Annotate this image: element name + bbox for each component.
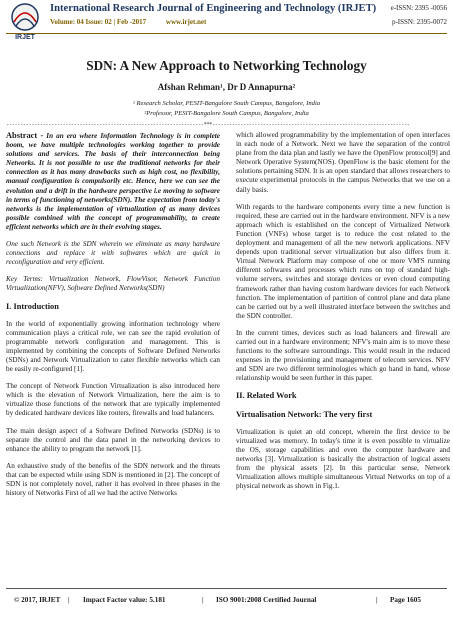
paragraph: In the current times, devices such as load balancers and firewall are carried out in a hardware environment; NFV's main aim is to move these functions to the software surroundings. This would result in the reduced expenses in the provisioning and management of telecom services. NFV and SDN are two different terminologies which go hand in hand, whose relationship would be seen further in this paper.: [236, 328, 450, 383]
footer-page-number: Page 1605: [390, 596, 421, 604]
affiliation-1: ¹ Research Scholar, PESIT-Bangalore South Campus, Bangalore, India: [132, 100, 321, 107]
right-column: [236, 131, 450, 499]
footer-iso: ISO 9001:2008 Certified Journal: [216, 596, 317, 604]
separator-line: ----------------------------------------------------------------------***----------------------------------------------------------------------: [6, 122, 410, 128]
irjet-logo: [6, 2, 44, 42]
abstract: [6, 131, 220, 232]
abstract-body-2: One such Network is the SDN wherein we eliminate as many hardware connections and replace it with softwares which are quick in reconfiguration and very efficient.: [6, 240, 220, 267]
paragraph: Virtualization is quiet an old concept, wherein the first device to be virtualized was memory. In today's time it is even possible to virtualize the OS, storage capabilities and even the computer hardware and networks [3]. Virtualization is basically the abstraction of logical assets from the physical assets [2]. In this particular sense, Network Virtualization allows multiple simultaneous Virtual Networks on top of a physical network as shown in Fig.1.: [236, 427, 450, 491]
footer-divider: |: [68, 596, 70, 604]
svg-text:IRJET: IRJET: [15, 34, 35, 41]
paper-authors: Afshan Rehman¹, Dr D Annapurna²: [157, 82, 296, 92]
paper-title: SDN: A New Approach to Networking Technology: [86, 58, 367, 73]
e-issn: e-ISSN: 2395 -0056: [390, 4, 447, 12]
p-issn: p-ISSN: 2395-0072: [391, 18, 447, 26]
header-rule: [6, 33, 447, 34]
section-heading-related-work: II. Related Work: [236, 391, 297, 401]
paragraph: The main design aspect of a Software Defined Networks (SDNs) is to separate the control and the data panel in the networking devices to enhance the ability to program the network [1].: [6, 426, 220, 453]
website-link[interactable]: www.irjet.net: [165, 18, 207, 26]
subsection-heading-virtualisation: Virtualisation Network: The very first: [236, 409, 373, 419]
section-heading-introduction: I. Introduction: [6, 301, 59, 311]
paragraph: which allowed programmability by the implementation of open interfaces in each node of a Network. Next we have the separation of the control plane from the data plan and lastly we have the OpenFlow protocol[9] and Network Operative System(NOS). OpenFlow is the basic element for the solutions pertaining SDN. It is an open standard that allows researchers to execute experimental protocols in the campus Networks that we use on a daily basis.: [236, 131, 450, 194]
abstract-label: Abstract -: [6, 131, 44, 140]
paragraph: With regards to the hardware components every time a new function is required, these are carried out in the hardware environment. NFV is a new approach which is established on the concept of Virtualized Network Function (VNFs) whose target is to reduce the cost related to the deployment and management of all the new network applications. NFV depends upon traditional server virtualization but also differs from it. Virtual Network Platform may compose of one or more VM'S running different softwares and processes which runs on top of standard high-volume servers, switches and storage devices or even cloud computing framework rather than having custom hardware devices for each Network function. The implementation of partition of control plane and data plane can be carried out by a well illustrated interface between the switches and the SDN controller.: [236, 202, 450, 320]
footer-copyright: © 2017, IRJET: [14, 596, 61, 604]
page-footer: [6, 588, 447, 608]
paragraph: The concept of Network Function Virtualization is also introduced here which is the elevation of Network Virtualization, here the aim is to virtualize those functions of the network that are typically implemented by dedicated hardware devices like routers, firewalls and load balancers.: [6, 382, 220, 418]
abstract-body: In an era where Information Technology is in complete boom, we have multiple technologies working together to provide solutions and services. The basis of their interconnection being Networks. It is not possible to use the traditional networks for their connection as it has many drawbacks such as high cost, no flexibility, manual configuration is compulsorily etc. Hence, here we can see the evolution and a drift in the hardware perspective i.e moving to software in terms of functioning of networks(SDN). The expectation from today's networks is the implementation of virtualization of as many devices possible combined with the concept of programmability, to create efficient networks which are in their evolving stages.: [6, 132, 220, 231]
affiliation-2: ²Professor, PESIT-Bangalore South Campus, Bangalore, India: [144, 110, 309, 117]
footer-divider: |: [202, 596, 204, 604]
volume-issue: Volume: 04 Issue: 02 | Feb -2017: [50, 18, 147, 26]
footer-divider: |: [376, 596, 378, 604]
key-terms: Key Terms: Virtualization Network, FlowVisor, Network Function Virtualization(NFV), Software Defined Networks(SDN): [6, 275, 220, 293]
paragraph: In the world of exponentially growing information technology where communication plays a critical role, we can see the rapid evolution of programmable network configuration and management. This is implemented by combining the concepts of Software Defined Networks (SDNs) and Network Virtualization to cater flexible networks which can be easily re-configured [1].: [6, 319, 220, 374]
paragraph: An exhaustive study of the benefits of the SDN network and the threats that can be expected while using SDN is mentioned in [2]. The concept of SDN is not completely novel, rather it has evolved in three phases in the history of Networks First of all we had the active Networks: [6, 461, 220, 498]
footer-impact-factor: Impact Factor value: 5.181: [83, 596, 166, 604]
journal-header: [0, 0, 453, 46]
journal-meta: [50, 18, 224, 26]
journal-title: International Research Journal of Engineering and Technology (IRJET): [50, 3, 377, 14]
left-column: [6, 131, 220, 506]
